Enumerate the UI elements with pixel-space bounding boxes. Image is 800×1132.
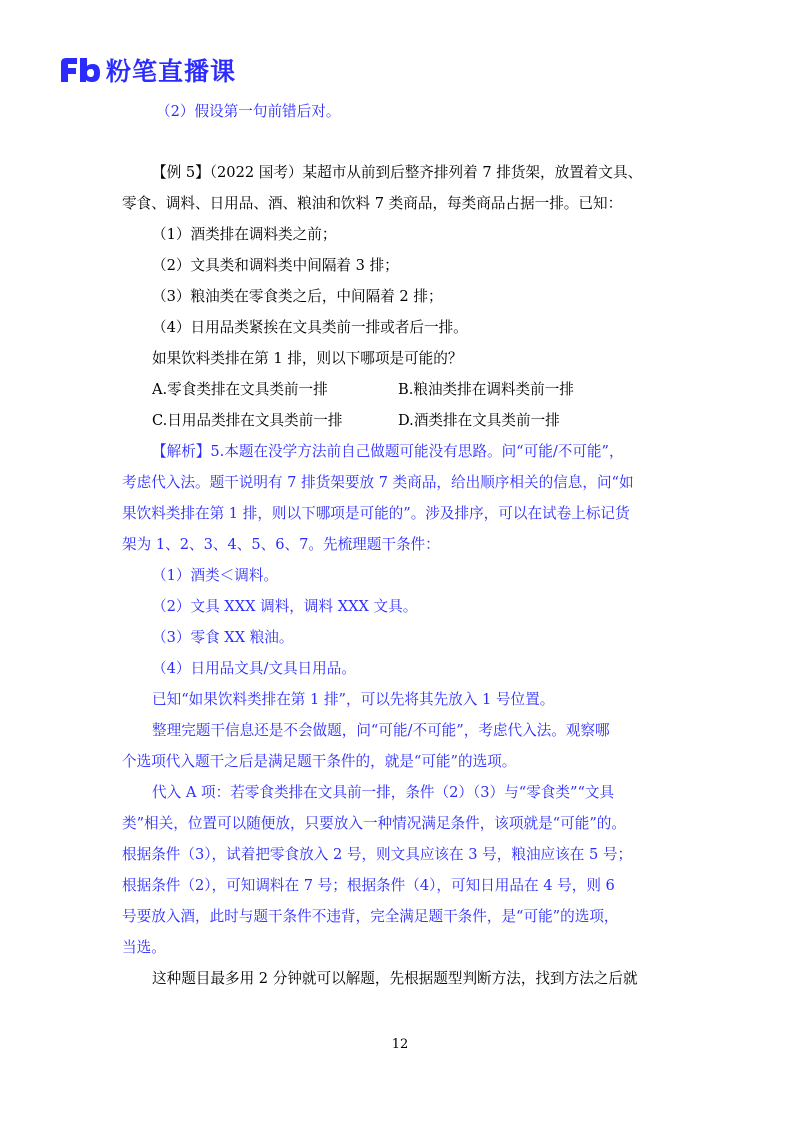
analysis-cond-2: （2）文具 XXX 调料，调料 XXX 文具。 [152,598,418,615]
option-b: B.粮油类排在调料类前一排 [398,381,574,398]
options-row-2 [122,405,682,436]
condition-1: （1）酒类排在调料类之前； [152,226,337,243]
analysis-p2-line-2: 类”相关，位置可以随便放，只要放入一种情况满足条件，该项就是“可能”的。 [122,815,626,832]
analysis-cond-4: （4）日用品文具/文具日用品。 [152,660,356,677]
option-d: D.酒类排在文具类前一排 [398,412,560,429]
document-body [122,96,682,994]
fb-logo-icon [58,55,102,85]
option-a: A.零食类排在文具类前一排 [152,381,328,398]
condition-2: （2）文具类和调料类中间隔着 3 排； [152,257,399,274]
analysis-p2-line-1: 代入 A 项：若零食类排在文具前一排，条件（2）（3）与“零食类”“文具 [152,784,615,801]
analysis-line-3: 果饮料类排在第 1 排，则以下哪项是可能的”。涉及排序，可以在试卷上标记货 [122,505,630,522]
analysis-cond-1: （1）酒类＜调料。 [152,567,279,584]
brand-logo [58,52,236,88]
condition-4: （4）日用品类紧挨在文具类前一排或者后一排。 [152,319,468,336]
analysis-p1-line-2: 个选项代入题干之后是满足题干条件的，就是“可能”的选项。 [122,753,517,770]
question-block [122,157,682,436]
prev-answer-line: （2）假设第一句前错后对。 [156,103,341,120]
analysis-cond-3: （3）零食 XX 粮油。 [152,629,294,646]
analysis-known: 已知“如果饮料类排在第 1 排”，可以先将其先放入 1 号位置。 [152,691,555,708]
question-head-cont: 零食、调料、日用品、酒、粮油和饮料 7 类商品，每类商品占据一排。已知： [122,195,623,212]
question-head: 【例 5】（2022 国考）某超市从前到后整齐排列着 7 排货架，放置着文具、 [152,164,643,181]
analysis-p2-line-5: 号要放入酒，此时与题干条件不违背，完全满足题干条件，是“可能”的选项， [122,908,619,925]
analysis-line-4: 架为 1、2、3、4、5、6、7。先梳理题干条件： [122,536,440,553]
analysis-line-2: 考虑代入法。题干说明有 7 排货架要放 7 类商品，给出顺序相关的信息，问“如 [122,474,634,491]
analysis-line-1: 【解析】5.本题在没学方法前自己做题可能没有思路。问“可能/不可能”， [152,443,624,460]
closing-line: 这种题目最多用 2 分钟就可以解题，先根据题型判断方法，找到方法之后就 [152,970,638,987]
brand-name: 粉笔直播课 [106,57,237,86]
analysis-p1-line-1: 整理完题干信息还是不会做题，问“可能/不可能”，考虑代入法。观察哪 [152,722,610,739]
condition-3: （3）粮油类在零食类之后，中间隔着 2 排； [152,288,443,305]
analysis-block [122,436,682,963]
option-c: C.日用品类排在文具类前一排 [152,412,343,429]
analysis-p2-line-6: 当选。 [122,939,166,956]
question-ask: 如果饮料类排在第 1 排，则以下哪项是可能的？ [152,350,463,367]
options-row-1 [122,374,682,405]
analysis-p2-line-3: 根据条件（3），试着把零食放入 2 号，则文具应该在 3 号，粮油应该在 5 号； [122,846,633,863]
page-number: 12 [391,1037,409,1052]
analysis-p2-line-4: 根据条件（2），可知调料在 7 号；根据条件（4），可知日用品在 4 号，则 6 [122,877,615,894]
